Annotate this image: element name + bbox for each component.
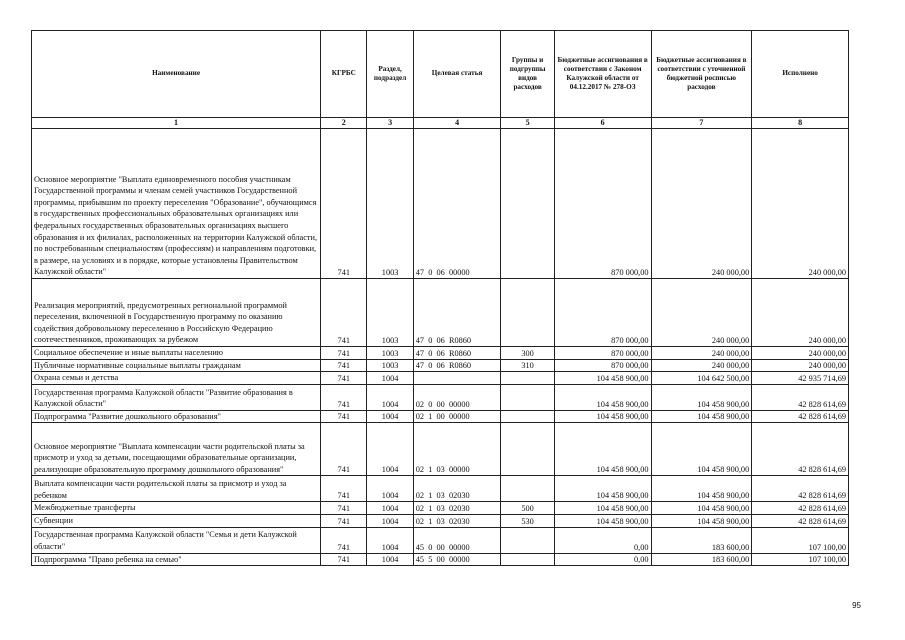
row-expense-group [501,129,554,279]
row-assignment-law: 0,00 [554,553,651,566]
row-expense-group: 310 [501,359,554,372]
row-kgrbs: 741 [321,384,367,410]
row-kgrbs: 741 [321,129,367,279]
column-number: 6 [554,118,651,129]
row-assignment-updated: 104 458 900,00 [651,476,752,502]
row-name: Государственная программа Калужской области "Семья и дети Калужской области" [32,527,321,553]
column-number: 5 [501,118,554,129]
table-row [32,502,849,515]
row-assignment-updated: 183 600,00 [651,527,752,553]
row-assignment-law: 870 000,00 [554,129,651,279]
row-executed: 42 828 614,69 [752,423,849,476]
row-section: 1004 [367,476,413,502]
header-groups: Группы и подгруппы видов расходов [501,31,554,118]
budget-table [31,30,849,566]
page-number: 95 [852,601,861,610]
row-section: 1004 [367,410,413,423]
row-expense-group [501,372,554,385]
row-expense-group: 300 [501,347,554,360]
row-assignment-updated: 240 000,00 [651,347,752,360]
row-target-article [413,372,501,385]
row-target-article: 02 1 03 02030 [413,476,501,502]
row-assignment-updated: 104 458 900,00 [651,514,752,527]
table-row [32,359,849,372]
row-target-article: 02 0 00 00000 [413,384,501,410]
row-kgrbs: 741 [321,410,367,423]
row-executed: 42 935 714,69 [752,372,849,385]
row-executed: 42 828 614,69 [752,514,849,527]
row-expense-group [501,527,554,553]
row-target-article: 02 1 03 02030 [413,502,501,515]
table-row [32,372,849,385]
row-assignment-law: 104 458 900,00 [554,502,651,515]
row-kgrbs: 741 [321,359,367,372]
column-number: 3 [367,118,413,129]
row-section: 1004 [367,384,413,410]
row-assignment-updated: 240 000,00 [651,359,752,372]
row-executed: 42 828 614,69 [752,476,849,502]
row-name: Социальное обеспечение и иные выплаты населению [32,347,321,360]
row-assignment-law: 870 000,00 [554,279,651,347]
column-number: 1 [32,118,321,129]
row-assignment-updated: 240 000,00 [651,129,752,279]
row-target-article: 47 0 06 00000 [413,129,501,279]
row-name: Государственная программа Калужской области "Развитие образования в Калужской области" [32,384,321,410]
row-assignment-updated: 104 458 900,00 [651,423,752,476]
row-section: 1003 [367,279,413,347]
row-expense-group: 530 [501,514,554,527]
row-assignment-updated: 104 458 900,00 [651,410,752,423]
row-assignment-law: 0,00 [554,527,651,553]
table-row [32,553,849,566]
row-executed: 240 000,00 [752,347,849,360]
row-expense-group [501,476,554,502]
column-number-row [32,118,849,129]
row-assignment-law: 870 000,00 [554,347,651,360]
row-executed: 240 000,00 [752,279,849,347]
row-expense-group [501,423,554,476]
row-assignment-updated: 183 600,00 [651,553,752,566]
header-row [32,31,849,118]
row-name: Субвенции [32,514,321,527]
row-target-article: 45 5 00 00000 [413,553,501,566]
row-section: 1004 [367,502,413,515]
row-executed: 42 828 614,69 [752,384,849,410]
row-kgrbs: 741 [321,372,367,385]
row-executed: 107 100,00 [752,527,849,553]
row-name: Реализация мероприятий, предусмотренных региональной программой переселения, включенной в Государственную программу по оказанию содействия добровольному переселению в Российскую Федерацию соотечественников, проживающих за рубежом [32,279,321,347]
row-expense-group [501,384,554,410]
row-section: 1004 [367,527,413,553]
header-kgrbs: КГРБС [321,31,367,118]
row-kgrbs: 741 [321,476,367,502]
table-row [32,129,849,279]
row-name: Выплата компенсации части родительской платы за присмотр и уход за ребенком [32,476,321,502]
table-body [32,129,849,566]
row-kgrbs: 741 [321,553,367,566]
table-row [32,279,849,347]
row-assignment-updated: 104 458 900,00 [651,384,752,410]
row-expense-group [501,553,554,566]
row-section: 1003 [367,129,413,279]
row-assignment-law: 104 458 900,00 [554,410,651,423]
row-expense-group [501,279,554,347]
row-assignment-updated: 104 458 900,00 [651,502,752,515]
row-assignment-law: 104 458 900,00 [554,476,651,502]
row-expense-group: 500 [501,502,554,515]
column-number: 4 [413,118,501,129]
header-executed: Исполнено [752,31,849,118]
row-target-article: 45 0 00 00000 [413,527,501,553]
table-row [32,384,849,410]
row-kgrbs: 741 [321,514,367,527]
row-assignment-updated: 104 642 500,00 [651,372,752,385]
row-assignment-law: 104 458 900,00 [554,423,651,476]
row-section: 1003 [367,359,413,372]
row-section: 1003 [367,347,413,360]
row-kgrbs: 741 [321,502,367,515]
header-name: Наименование [32,31,321,118]
row-executed: 42 828 614,69 [752,410,849,423]
column-number: 2 [321,118,367,129]
row-name: Охрана семьи и детства [32,372,321,385]
column-number: 8 [752,118,849,129]
table-row [32,410,849,423]
row-assignment-law: 870 000,00 [554,359,651,372]
row-kgrbs: 741 [321,347,367,360]
table-row [32,347,849,360]
row-section: 1004 [367,514,413,527]
header-target: Целевая статья [413,31,501,118]
row-kgrbs: 741 [321,423,367,476]
row-target-article: 47 0 06 R0860 [413,359,501,372]
row-name: Подпрограмма "Право ребенка на семью" [32,553,321,566]
row-target-article: 02 1 03 02030 [413,514,501,527]
row-kgrbs: 741 [321,279,367,347]
header-section: Раздел, подраздел [367,31,413,118]
row-expense-group [501,410,554,423]
row-target-article: 02 1 03 00000 [413,423,501,476]
column-number: 7 [651,118,752,129]
row-executed: 240 000,00 [752,359,849,372]
row-section: 1004 [367,372,413,385]
row-target-article: 47 0 06 R0860 [413,347,501,360]
table-row [32,527,849,553]
row-kgrbs: 741 [321,527,367,553]
row-assignment-law: 104 458 900,00 [554,514,651,527]
row-assignment-law: 104 458 900,00 [554,384,651,410]
table-row [32,476,849,502]
row-name: Публичные нормативные социальные выплаты гражданам [32,359,321,372]
table-row [32,423,849,476]
table-row [32,514,849,527]
header-assignment-updated: Бюджетные ассигнования в соответствии с уточненной бюджетной росписью расходов [651,31,752,118]
row-executed: 240 000,00 [752,129,849,279]
row-section: 1004 [367,423,413,476]
row-assignment-law: 104 458 900,00 [554,372,651,385]
row-name: Межбюджетные трансферты [32,502,321,515]
row-target-article: 02 1 00 00000 [413,410,501,423]
row-name: Основное мероприятие "Выплата компенсации части родительской платы за присмотр и уход за детьми, посещающими образовательные организации, реализующие образовательную программу дошкольного образования" [32,423,321,476]
row-name: Подпрограмма "Развитие дошкольного образования" [32,410,321,423]
row-target-article: 47 0 06 R0860 [413,279,501,347]
row-name: Основное мероприятие "Выплата единовременного пособия участникам Государственной программы и членам семей участников Государственной программы, прибывшим по проекту переселения "Образование", обучающимся в государственных профессиональных образовательных организациях или федеральных государственных образовательных организациях высшего образования и их филиалах, расположенных на территории Калужской области, по востребованным специальностям (профессиям) и направлениям подготовки, в размере, на условиях и в порядке, которые установлены Правительством Калужской области" [32,129,321,279]
row-executed: 42 828 614,69 [752,502,849,515]
row-section: 1004 [367,553,413,566]
header-assignment-law: Бюджетные ассигнования в соответствии с Законом Калужской области от 04.12.2017 № 278-ОЗ [554,31,651,118]
row-assignment-updated: 240 000,00 [651,279,752,347]
row-executed: 107 100,00 [752,553,849,566]
